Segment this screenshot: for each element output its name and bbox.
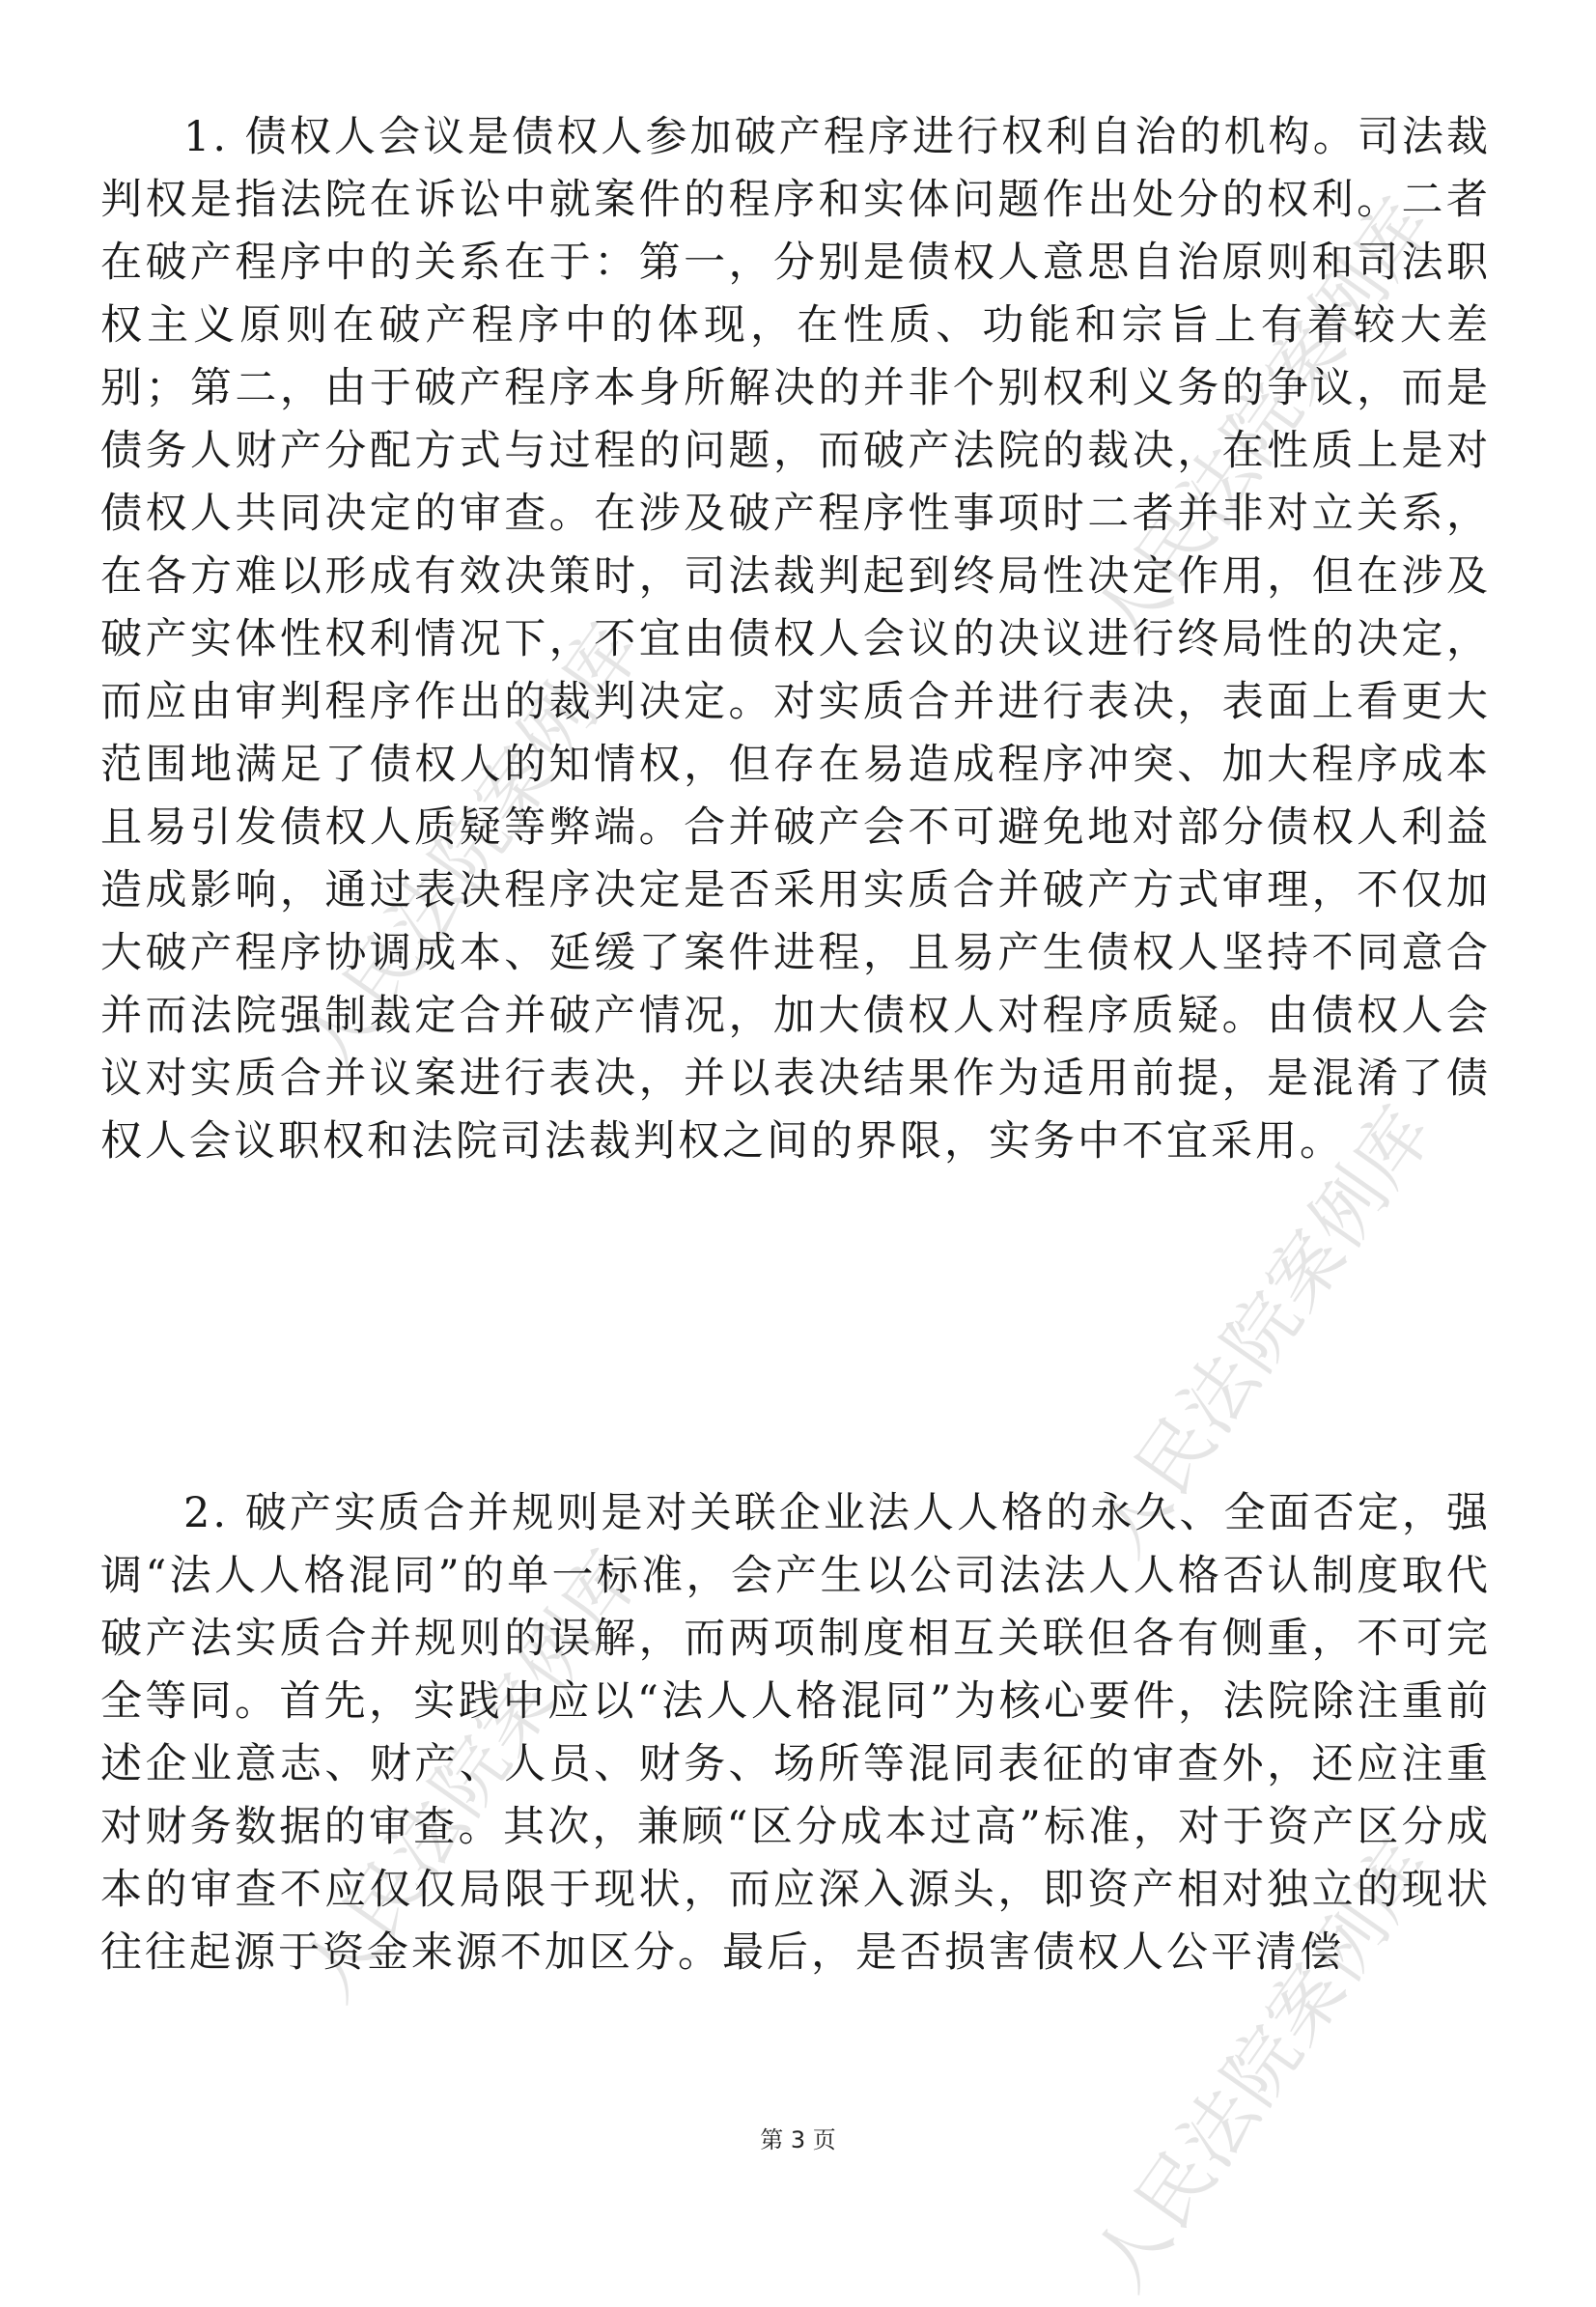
watermark: 人民法院案例库 [284, 606, 658, 1089]
watermark: 人民法院案例库 [1076, 1823, 1449, 2306]
watermark: 人民法院案例库 [1076, 1089, 1449, 1572]
paragraph-1: 1. 债权人会议是债权人参加破产程序进行权利自治的机构。司法裁判权是指法院在诉讼中就案件的程序和实体问题作出处分的权利。二者在破产程序中的关系在于：第一，分别是债权人意思自治原则和司法职权主义原则在破产程序中的体现，在性质、功能和宗旨上有着较大差别；第二，由于破产程序本身所解决的并非个别权利义务的争议，而是债务人财产分配方式与过程的问题，而破产法院的裁决，在性质上是对债权人共同决定的审查。在涉及破产程序性事项时二者并非对立关系，在各方难以形成有效决策时，司法裁判起到终局性决定作用，但在涉及破产实体性权利情况下，不宜由债权人会议的决议进行终局性的决定，而应由审判程序作出的裁判决定。对实质合并进行表决，表面上看更大范围地满足了债权人的知情权，但存在易造成程序冲突、加大程序成本且易引发债权人质疑等弊端。合并破产会不可避免地对部分债权人利益造成影响，通过表决程序决定是否采用实质合并破产方式审理，不仅加大破产程序协调成本、延缓了案件进程，且易产生债权人坚持不同意合并而法院强制裁定合并破产情况，加大债权人对程序质疑。由债权人会议对实质合并议案进行表决，并以表决结果作为适用前提，是混淆了债权人会议职权和法院司法裁判权之间的界限，实务中不宜采用。 [100, 113, 1491, 1166]
paragraph-2: 2. 破产实质合并规则是对关联企业法人人格的永久、全面否定，强调“法人人格混同”的单一标准，会产生以公司法法人人格否认制度取代破产法实质合并规则的误解，而两项制度相互关联但各有侧重，不可完全等同。首先，实践中应以“法人人格混同”为核心要件，法院除注重前述企业意志、财产、人员、财务、场所等混同表征的审查外，还应注重对财务数据的审查。其次，兼顾“区分成本过高”标准，对于资产区分成本的审查不应仅仅局限于现状，而应深入源头，即资产相对独立的现状往往起源于资金来源不加区分。最后，是否损害债权人公平清偿 [100, 1489, 1491, 1977]
document-body [100, 106, 1491, 1984]
page-number: 第 3 页 [760, 2126, 836, 2153]
watermark: 人民法院案例库 [1076, 182, 1449, 664]
watermark: 人民法院案例库 [284, 1533, 658, 2016]
